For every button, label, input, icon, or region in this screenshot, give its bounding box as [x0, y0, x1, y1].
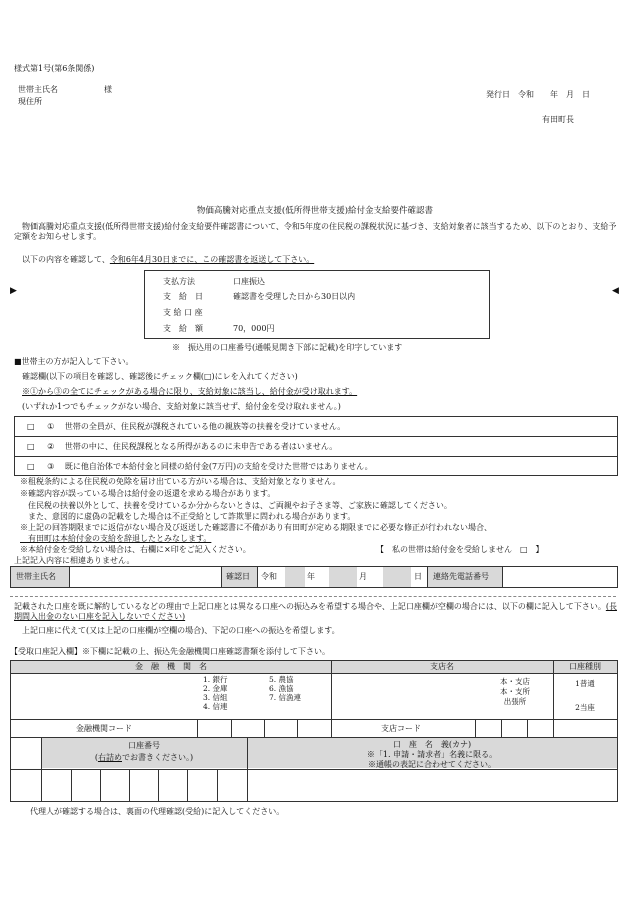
branch-code-field[interactable]: [476, 720, 552, 736]
issuer: 有田町長: [542, 115, 574, 124]
branch-name-field[interactable]: [333, 674, 477, 719]
branch-header: 支店名: [430, 662, 454, 671]
note-0: ※租税条約による住民税の免除を届け出ている方がいる場合は、支給対象となりません。: [20, 477, 341, 486]
print-note: ※ 振込用の口座番号(通帳見開き下部に記載)を印字しています: [172, 343, 403, 352]
payment-info-box: [144, 270, 490, 339]
sig-month: 月: [359, 572, 367, 581]
issue-date: 発行日 令和 年 月 日: [486, 90, 590, 99]
holder-name-field[interactable]: [248, 770, 616, 800]
pay-date-value: 確認書を受理した日から30日以内: [233, 292, 356, 301]
alt-account-request: 上記口座に代えて(又は上記の口座欄が空欄の場合)、下記の口座への振込を希望します。: [22, 626, 340, 635]
note-3: また、意図的に虚偽の記載をした場合は不正受給として詐欺罪に問われる場合があります。: [20, 512, 356, 521]
institution-types-col2: [269, 675, 301, 702]
check-text-2: 世帯の中に、住民税課税となる所得があるのに未申告である者はいません。: [64, 442, 338, 451]
check-num-3: ③: [47, 462, 55, 471]
sig-date-label: 確認日: [226, 572, 250, 581]
holder-note-2: ※通帳の表記に合わせてください。: [368, 760, 496, 769]
sig-day: 日: [414, 572, 422, 581]
acct-no-note: [41, 753, 247, 763]
year-gray-cell: [285, 567, 305, 587]
pay-date-label: 支 給 日: [163, 292, 203, 301]
inst-type-kinko[interactable]: 2. 金庫: [203, 684, 228, 694]
acct-no-field[interactable]: [42, 770, 246, 800]
account-type-futsu[interactable]: 1普通: [575, 679, 595, 688]
institution-types-col1: [203, 675, 228, 712]
check-condition-b: 給付金が受け取れます。: [269, 387, 358, 396]
inst-code-field[interactable]: [198, 720, 330, 736]
check-text-3: 既に他自治体で本給付金と同様の給付金(7万円)の支給を受けた世帯ではありません。: [64, 462, 373, 471]
method-value: 口座振込: [233, 277, 265, 286]
proxy-note: 代理人が確認する場合は、裏面の代理確認(受給)に記入してください。: [30, 807, 285, 816]
acct-no-label: 口座番号: [128, 741, 160, 750]
inst-type-nokyo[interactable]: 5. 農協: [269, 675, 294, 684]
check-instruction: 確認欄(以下の項目を確認し、確認後にチェック欄(□)にレを入れてください): [22, 372, 298, 381]
householder-heading: ■世帯主の方が記入して下さい。: [14, 357, 134, 366]
acct-no-note-post: でお書きください。): [122, 753, 194, 762]
confirm-note: 上記記入内容に相違ありません。: [14, 556, 135, 565]
check-list: [14, 416, 618, 476]
intro-return-pre: 以下の内容を確認して、: [22, 255, 110, 264]
inst-type-bank[interactable]: 1. 銀行: [203, 675, 228, 684]
check-item-3[interactable]: [27, 462, 373, 472]
decline-note: ※本給付金を受給しない場合は、右欄に×印をご記入ください。: [20, 545, 251, 554]
check-text-1: 世帯の全員が、住民税が課税されている他の親族等の扶養を受けていません。: [64, 422, 346, 431]
sig-phone-field[interactable]: [504, 568, 614, 586]
address-label: 現住所: [18, 97, 42, 106]
method-label: 支払方法: [163, 277, 195, 286]
institution-header: 金 融 機 関 名: [135, 662, 207, 671]
day-gray-cell: [383, 567, 411, 587]
holder-label: 口 座 名 義(カナ): [392, 740, 472, 749]
inst-code-label: 金融機関コード: [76, 724, 132, 733]
account-type-header: 口座種別: [569, 662, 601, 671]
receive-form-table: [10, 660, 618, 802]
branch-types: [479, 677, 551, 706]
right-marker-icon: ◀: [612, 286, 619, 296]
signature-row: [10, 566, 618, 588]
checkbox-2[interactable]: □: [27, 442, 35, 451]
inst-type-gyokyo[interactable]: 6. 漁協: [269, 684, 294, 694]
sig-name-label: 世帯主氏名: [16, 572, 56, 581]
branch-type-shuchojo[interactable]: 出張所: [503, 696, 527, 706]
branch-code-label: 支店コード: [381, 724, 421, 733]
checkbox-1[interactable]: □: [27, 422, 35, 431]
sig-phone-label: 連絡先電話番号: [433, 572, 489, 581]
check-num-2: ②: [47, 442, 55, 451]
branch-type-honshisho[interactable]: 本・支所: [500, 686, 530, 696]
check-item-2[interactable]: [27, 442, 337, 452]
intro-return-deadline: 令和6年4月30日までに、この確認書を返送して下さい。: [109, 255, 315, 264]
checkbox-3[interactable]: □: [27, 462, 35, 471]
sig-name-field[interactable]: [71, 568, 219, 586]
check-num-1: ①: [47, 422, 55, 431]
sig-year: 年: [307, 572, 315, 581]
intro-paragraph: 物価高騰対応重点支援(低所得世帯支援)給付金支給要件確認書について、令和5年度の住民税の課税状況に基づき、支給対象者に該当するため、以下のとおり、支給予定額をお知らせします。: [14, 222, 617, 241]
account-type-toza[interactable]: 2当座: [575, 703, 595, 712]
month-gray-cell: [329, 567, 357, 587]
page-title: 物価高騰対応重点支援(低所得世帯支援)給付金支給要件確認書: [196, 206, 434, 216]
inst-type-shinren[interactable]: 4. 信連: [203, 702, 228, 712]
inst-type-shinkumi[interactable]: 3. 信組: [203, 693, 228, 703]
acct-no-note-pre: (: [94, 753, 98, 762]
acct-no-note-right: 右詰め: [98, 753, 122, 762]
section-divider: [10, 596, 616, 597]
sama-suffix: 様: [104, 85, 112, 94]
holder-note-1: ※「1. 申請・請求者」名義に限る。: [366, 750, 498, 759]
pay-account-label: 支 給 口 座: [163, 308, 203, 317]
inst-type-shingyoren[interactable]: 7. 信漁連: [269, 693, 302, 703]
receive-form-heading: 【受取口座記入欄】※下欄に記載の上、振込先金融機関口座確認書類を添付して下さい。: [10, 647, 330, 656]
intro-return-note: [22, 255, 314, 265]
left-marker-icon: ▶: [10, 286, 17, 296]
alt-account-text: 記載された口座を既に解約しているなどの理由で上記口座とは異なる口座への振込みを希望する場合や、上記口座欄が空欄の場合には、以下の欄に記入して下さい。: [14, 602, 606, 611]
check-condition-a: ※①から③の全てにチェックがある場合に限り、支給対象に該当し、: [22, 387, 270, 396]
institution-name-field[interactable]: [13, 674, 199, 719]
alt-account-warning: (長期間入出金のない口座を記入しないでください): [14, 602, 617, 621]
check-warning: (いずれか1つでもチェックがない場合、支給対象に該当せず、給付金を受け取れません。): [22, 402, 341, 411]
alt-account-paragraph: [14, 602, 618, 622]
amount-label: 支 給 額: [163, 324, 203, 333]
check-condition: [22, 387, 357, 397]
amount-value: 70，000円: [233, 324, 275, 333]
form-number: 様式第1号(第6条関係): [14, 64, 95, 73]
note-5: 有田町は本給付金の支給を辞退したとみなします。: [20, 534, 212, 543]
note-4: ※上記の回答期限までに返信がない場合及び返送した確認書に不備があり有田町が定める期限までに必要な修正が行われない場合、: [20, 523, 492, 532]
sig-reiwa: 令和: [261, 572, 277, 581]
householder-name-label: 世帯主氏名: [18, 85, 58, 94]
note-1: ※確認内容が誤っている場合は給付金の返還を求める場合があります。: [20, 489, 276, 498]
branch-type-honshiten[interactable]: 本・支店: [500, 677, 530, 686]
note-2: 住民税の扶養以外として、扶養を受けているか分からないときは、ご両親やお子さま等、ご家族に確認してください。: [20, 501, 452, 510]
decline-checkbox[interactable]: 【 私の世帯は給付金を受給しません □ 】: [376, 545, 544, 554]
check-item-1[interactable]: [27, 422, 345, 432]
